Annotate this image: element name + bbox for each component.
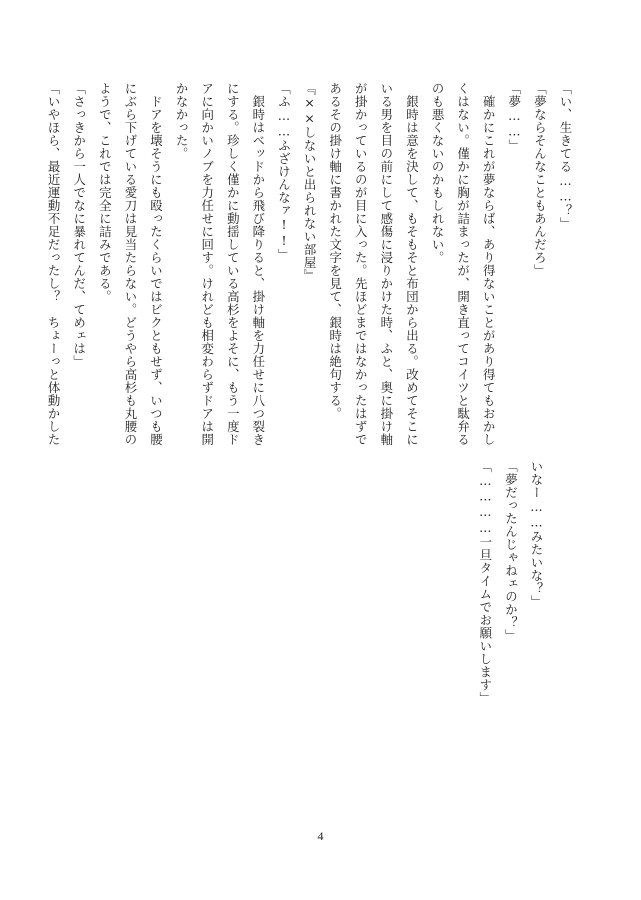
text-line: 「さっきから一人でなに暴れてんだ、てめェは」 bbox=[71, 82, 87, 368]
text-line: 「い、生きてる……？」 bbox=[558, 82, 573, 231]
text-line: が掛かっているのが目に入った。先ほどまではなかったはずで bbox=[353, 82, 369, 446]
text-line: いる男を目の前にして感傷に浸りかけた時、ふと、奥に掛け軸 bbox=[378, 82, 394, 446]
text-line: 銀時はベッドから飛び降りると、掛け軸を力任せに八つ裂き bbox=[250, 82, 266, 446]
text-line: 「夢ならそんなこともあんだろ」 bbox=[532, 82, 548, 277]
text-line: 「いやほら、最近運動不足だったし？ ちょーっと体動かした bbox=[46, 82, 62, 446]
text-line: のも悪くないのかもしれない。 bbox=[430, 82, 446, 264]
text-line: アに向かいノブを力任せに回す。けれども相変わらずドアは開 bbox=[199, 82, 215, 446]
room-title-line: 『××しないと出られない部屋』 bbox=[302, 82, 318, 283]
text-line: にぶら下げている愛刀は見当たらない。どうやら高杉も丸腰の bbox=[122, 82, 138, 446]
text-line: かなかった。 bbox=[174, 82, 190, 160]
text-line: 確かにこれが夢ならば、あり得ないことがあり得てもおかし bbox=[481, 82, 497, 446]
text-line: 「夢……」 bbox=[506, 82, 522, 153]
continued-text-block bbox=[469, 460, 549, 705]
text-line: にする。珍しく僅かに動揺している高杉をよそに、もう一度ド bbox=[225, 82, 241, 446]
text-line: ドアを壊そうにも殴ったくらいではビクともせず、いつも腰 bbox=[148, 82, 164, 446]
text-line: 「ふ……ふざけんなァ!!」 bbox=[276, 82, 292, 262]
text-line: 「夢だったんじゃねェのか？」 bbox=[503, 460, 519, 642]
text-line: 「…………一旦タイムでお願いします」 bbox=[477, 460, 493, 705]
text-line: 銀時は意を決して、もそもそと布団から出る。改めてそこに bbox=[404, 82, 420, 446]
main-text-block bbox=[46, 82, 578, 446]
text-line: あるその掛け軸に書かれた文字を見て、銀時は絶句する。 bbox=[327, 82, 343, 420]
page-number: 4 bbox=[317, 829, 324, 843]
text-line: ようで、これでは完全に詰みである。 bbox=[97, 82, 113, 303]
text-line: いなー……みたいな？」 bbox=[529, 460, 544, 609]
text-line: くはない。僅かに胸が詰まったが、開き直ってコイツと駄弁る bbox=[455, 82, 471, 446]
